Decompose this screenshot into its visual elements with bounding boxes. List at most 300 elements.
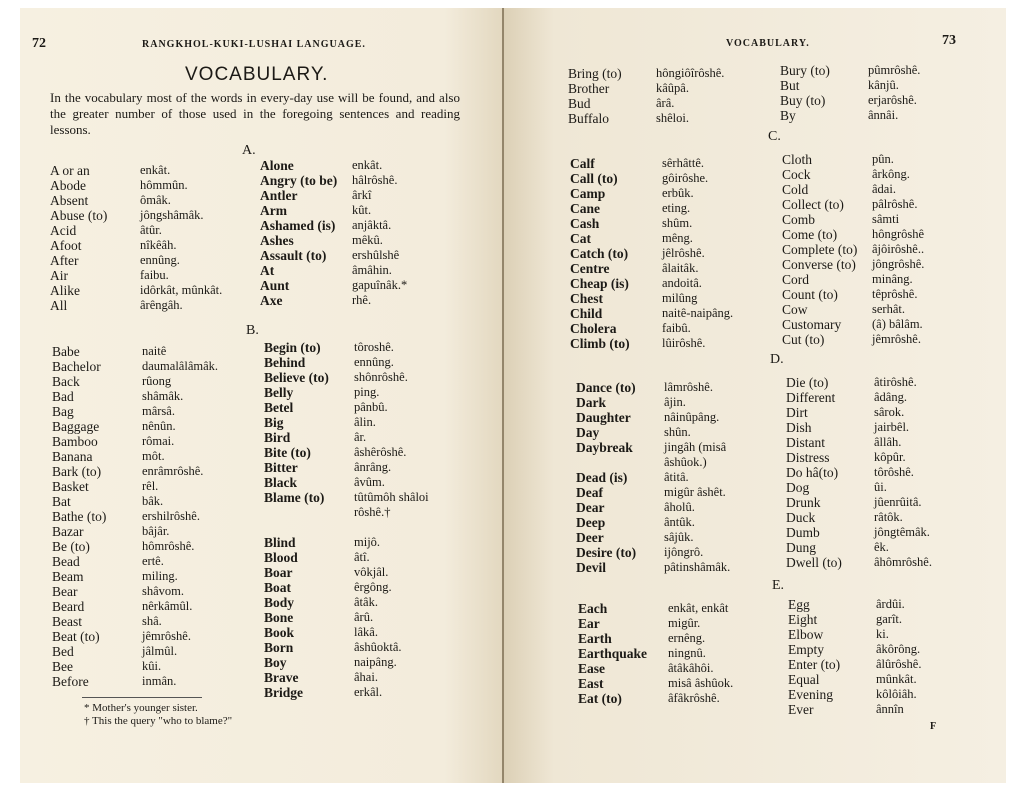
translation: âdai. xyxy=(872,182,896,196)
english-word: Cane xyxy=(570,201,600,216)
translation: êrgông. xyxy=(354,580,392,594)
english-word: Eight xyxy=(788,612,818,627)
vocab-entry xyxy=(570,156,780,171)
vocab-entry xyxy=(786,555,1002,570)
translation: âhômrôshê. xyxy=(874,555,932,569)
english-word: Centre xyxy=(570,261,610,276)
vocab-entry xyxy=(52,674,262,689)
english-word: Boat xyxy=(264,580,291,595)
vocab-entry xyxy=(782,242,1000,257)
vocab-entry xyxy=(52,404,262,419)
translation: erkâl. xyxy=(354,685,383,699)
english-word: Child xyxy=(570,306,603,321)
english-word: Alone xyxy=(260,158,294,173)
english-word: Desire (to) xyxy=(576,545,637,560)
english-word: Cholera xyxy=(570,321,617,336)
english-word: Bag xyxy=(52,404,74,419)
footnote: * Mother's younger sister. xyxy=(84,702,198,714)
vocab-entry xyxy=(570,306,780,321)
translation: bâk. xyxy=(142,494,164,508)
english-word: Big xyxy=(264,415,284,430)
vocab-entry xyxy=(52,554,262,569)
translation: ântûk. xyxy=(664,515,695,529)
vocab-entry xyxy=(264,670,500,685)
translation: kôlôiâh. xyxy=(876,687,917,701)
translation: erjarôshê. xyxy=(868,93,917,107)
english-word: Blood xyxy=(264,550,298,565)
translation: âjin. xyxy=(664,395,686,409)
translation: ershilrôshê. xyxy=(142,509,200,523)
english-word: Bury (to) xyxy=(780,63,830,78)
vocab-entry xyxy=(780,108,1000,123)
vocab-entry xyxy=(568,81,778,96)
english-word: Earthquake xyxy=(578,646,648,661)
vocab-entry xyxy=(576,500,786,515)
vocab-entry xyxy=(52,524,262,539)
english-word: Blame (to) xyxy=(264,490,325,505)
translation: faibû. xyxy=(662,321,691,335)
vocab-entry xyxy=(52,419,262,434)
translation: shâmâk. xyxy=(142,389,184,403)
translation: tôrôshê. xyxy=(874,465,914,479)
english-word: Bird xyxy=(264,430,291,445)
english-word: Believe (to) xyxy=(264,370,329,385)
english-word: Each xyxy=(578,601,608,616)
translation: âtûr. xyxy=(140,223,162,237)
translation: pânbû. xyxy=(354,400,388,414)
english-word: Complete (to) xyxy=(782,242,858,257)
vocab-entry xyxy=(260,248,500,263)
translation: ârâ. xyxy=(656,96,675,110)
translation: ârdûi. xyxy=(876,597,905,611)
vocab-entry xyxy=(52,509,262,524)
translation: jôngtêmâk. xyxy=(874,525,930,539)
english-word: Begin (to) xyxy=(264,340,321,355)
english-word: Belly xyxy=(264,385,294,400)
translation: âkôrông. xyxy=(876,642,921,656)
translation: âvûm. xyxy=(354,475,385,489)
vocab-entry xyxy=(576,410,786,425)
english-word: Cloth xyxy=(782,152,813,167)
translation: ômâk. xyxy=(140,193,171,207)
vocab-entry xyxy=(50,178,260,193)
english-word: Elbow xyxy=(788,627,824,642)
translation: sâjûk. xyxy=(664,530,694,544)
translation: rêl. xyxy=(142,479,159,493)
english-word: Cut (to) xyxy=(782,332,825,347)
vocab-entry xyxy=(52,629,262,644)
english-word: Devil xyxy=(576,560,606,575)
vocab-entry xyxy=(50,208,260,223)
translation: êk. xyxy=(874,540,889,554)
vocab-entry xyxy=(264,490,500,505)
english-word: Dwell (to) xyxy=(786,555,842,570)
english-word: Dance (to) xyxy=(576,380,636,395)
english-word: Bazar xyxy=(52,524,84,539)
vocab-entry xyxy=(782,302,1000,317)
english-word: Day xyxy=(576,425,600,440)
vocab-entry xyxy=(780,63,1000,78)
translation: ki. xyxy=(876,627,889,641)
translation: jôngshâmâk. xyxy=(140,208,204,222)
vocab-entry xyxy=(578,601,788,616)
translation: anjâktâ. xyxy=(352,218,392,232)
vocab-entry xyxy=(576,455,786,470)
english-word: Call (to) xyxy=(570,171,618,186)
english-word: Air xyxy=(50,268,68,283)
translation: milûng xyxy=(662,291,698,305)
english-word: Bridge xyxy=(264,685,303,700)
translation: jêmrôshê. xyxy=(142,629,191,643)
english-word: Behind xyxy=(264,355,306,370)
translation: âlaitâk. xyxy=(662,261,699,275)
vocab-entry xyxy=(52,449,262,464)
translation: râtôk. xyxy=(874,510,903,524)
translation: jingâh (misâ xyxy=(664,440,727,454)
translation: kûi. xyxy=(142,659,162,673)
english-word: Dirt xyxy=(786,405,808,420)
translation: ernêng. xyxy=(668,631,706,645)
english-word: But xyxy=(780,78,800,93)
left-page xyxy=(20,8,502,783)
english-word: Different xyxy=(786,390,836,405)
right-page xyxy=(504,8,1006,783)
english-word: By xyxy=(780,108,796,123)
translation: enrâmrôshê. xyxy=(142,464,204,478)
vocab-entry xyxy=(576,395,786,410)
english-word: Empty xyxy=(788,642,824,657)
translation: sêrhâttê. xyxy=(662,156,704,170)
vocab-entry xyxy=(570,186,780,201)
vocab-entry xyxy=(264,625,500,640)
vocab-entry xyxy=(52,359,262,374)
english-word: Camp xyxy=(570,186,606,201)
translation: nênûn. xyxy=(142,419,176,433)
vocab-entry xyxy=(264,550,500,565)
vocab-entry xyxy=(52,584,262,599)
translation: ânnîn xyxy=(876,702,904,716)
vocab-entry xyxy=(52,389,262,404)
vocab-entry xyxy=(786,375,1002,390)
english-word: Back xyxy=(52,374,80,389)
english-word: Book xyxy=(264,625,295,640)
vocab-entry xyxy=(260,293,500,308)
translation: shâvom. xyxy=(142,584,185,598)
english-word: Bark (to) xyxy=(52,464,102,479)
english-word: Body xyxy=(264,595,295,610)
vocab-entry xyxy=(52,344,262,359)
vocab-column xyxy=(570,156,780,351)
translation: pâtinshâmâk. xyxy=(664,560,731,574)
vocab-entry xyxy=(788,642,1002,657)
english-word: Dead (is) xyxy=(576,470,628,485)
english-word: Boy xyxy=(264,655,287,670)
vocab-entry xyxy=(786,420,1002,435)
vocab-column xyxy=(50,163,260,313)
vocab-entry xyxy=(576,440,786,455)
english-word: Angry (to be) xyxy=(260,173,338,188)
vocab-entry xyxy=(570,291,780,306)
translation: ershûlshê xyxy=(352,248,400,262)
translation: lâkâ. xyxy=(354,625,378,639)
vocab-entry xyxy=(260,203,500,218)
translation: kânjû. xyxy=(868,78,899,92)
english-word: Dog xyxy=(786,480,810,495)
vocab-entry xyxy=(264,655,500,670)
translation: daumalâlâmâk. xyxy=(142,359,219,373)
vocab-entry xyxy=(264,640,500,655)
english-word: Count (to) xyxy=(782,287,838,302)
vocab-entry xyxy=(576,485,786,500)
vocab-entry xyxy=(786,390,1002,405)
english-word: Afoot xyxy=(50,238,82,253)
english-word: Do hâ(to) xyxy=(786,465,839,480)
translation: ningnû. xyxy=(668,646,706,660)
translation: jâlmûl. xyxy=(142,644,178,658)
english-word: Babe xyxy=(52,344,80,359)
translation: pûn. xyxy=(872,152,894,166)
vocab-entry xyxy=(788,672,1002,687)
english-word: Bamboo xyxy=(52,434,98,449)
vocab-entry xyxy=(264,460,500,475)
translation: âfâkrôshê. xyxy=(668,691,720,705)
footnote: † This the query "who to blame?" xyxy=(84,715,233,727)
vocab-entry xyxy=(576,380,786,395)
translation: serhât. xyxy=(872,302,905,316)
english-word: Calf xyxy=(570,156,595,171)
english-word: Beast xyxy=(52,614,82,629)
vocab-entry xyxy=(782,287,1000,302)
vocab-entry xyxy=(50,253,260,268)
translation: jûenrûitâ. xyxy=(874,495,922,509)
section-letter-e: E. xyxy=(772,578,785,593)
translation: âlin. xyxy=(354,415,376,429)
translation: sârok. xyxy=(874,405,905,419)
english-word: Dear xyxy=(576,500,605,515)
vocab-entry xyxy=(264,580,500,595)
english-word: Chest xyxy=(570,291,603,306)
vocab-entry xyxy=(576,545,786,560)
vocab-column xyxy=(788,597,1002,717)
translation: âholû. xyxy=(664,500,695,514)
vocab-entry xyxy=(568,66,778,81)
page-title: VOCABULARY. xyxy=(185,64,329,85)
english-word: Ease xyxy=(578,661,605,676)
english-word: Egg xyxy=(788,597,810,612)
english-word: Ashamed (is) xyxy=(260,218,336,233)
vocab-entry xyxy=(50,268,260,283)
vocab-entry xyxy=(786,495,1002,510)
vocab-entry xyxy=(260,233,500,248)
translation: âshûoktâ. xyxy=(354,640,402,654)
english-word: Customary xyxy=(782,317,842,332)
vocab-entry xyxy=(786,435,1002,450)
english-word: Antler xyxy=(260,188,298,203)
english-word: Acid xyxy=(50,223,77,238)
vocab-entry xyxy=(578,691,788,706)
vocab-entry xyxy=(570,216,780,231)
vocab-entry xyxy=(780,93,1000,108)
english-word: Bear xyxy=(52,584,78,599)
vocab-entry xyxy=(52,569,262,584)
translation: erbûk. xyxy=(662,186,694,200)
vocab-entry xyxy=(52,539,262,554)
translation: âtâkâhôi. xyxy=(668,661,714,675)
english-word: Equal xyxy=(788,672,820,687)
vocab-entry xyxy=(786,540,1002,555)
english-word: Cash xyxy=(570,216,600,231)
translation: ennûng. xyxy=(140,253,180,267)
translation: mêng. xyxy=(662,231,693,245)
page-number: 73 xyxy=(942,33,956,48)
translation: jêmrôshê. xyxy=(872,332,921,346)
english-word: Ever xyxy=(788,702,814,717)
translation: âmâhin. xyxy=(352,263,392,277)
english-word: Banana xyxy=(52,449,93,464)
english-word: Arm xyxy=(260,203,287,218)
translation: têprôshê. xyxy=(872,287,918,301)
section-letter-d: D. xyxy=(770,352,784,367)
english-word: Deer xyxy=(576,530,604,545)
translation: shêloi. xyxy=(656,111,689,125)
translation: âr. xyxy=(354,430,367,444)
translation: tôroshê. xyxy=(354,340,394,354)
translation: ânrâng. xyxy=(354,460,392,474)
vocab-column xyxy=(782,152,1000,347)
translation: hômrôshê. xyxy=(142,539,195,553)
english-word: Abuse (to) xyxy=(50,208,108,223)
english-word: Deep xyxy=(576,515,606,530)
translation: mijô. xyxy=(354,535,381,549)
english-word: Blind xyxy=(264,535,296,550)
translation: âtî. xyxy=(354,550,370,564)
english-word: Axe xyxy=(260,293,283,308)
translation: âtitâ. xyxy=(664,470,689,484)
english-word: Baggage xyxy=(52,419,100,434)
vocab-entry xyxy=(578,646,788,661)
vocab-entry xyxy=(264,340,500,355)
section-letter-c: C. xyxy=(768,129,781,144)
translation: kût. xyxy=(352,203,372,217)
vocab-entry xyxy=(788,657,1002,672)
vocab-entry xyxy=(52,464,262,479)
translation: shônrôshê. xyxy=(354,370,408,384)
translation: hâlrôshê. xyxy=(352,173,398,187)
vocab-entry xyxy=(50,193,260,208)
english-word: Assault (to) xyxy=(260,248,327,263)
translation: inmân. xyxy=(142,674,177,688)
translation: lâmrôshê. xyxy=(664,380,713,394)
footnote-rule xyxy=(82,697,202,698)
vocab-entry xyxy=(568,111,778,126)
english-word: Beard xyxy=(52,599,85,614)
page-number: 72 xyxy=(32,36,46,51)
english-word: Dish xyxy=(786,420,812,435)
vocab-entry xyxy=(260,188,500,203)
english-word: Abode xyxy=(50,178,86,193)
translation: idôrkât, mûnkât. xyxy=(140,283,223,297)
translation: jairbêl. xyxy=(874,420,910,434)
vocab-entry xyxy=(52,434,262,449)
vocab-entry xyxy=(786,450,1002,465)
translation: ârû. xyxy=(354,610,374,624)
vocab-column xyxy=(578,601,788,706)
vocab-entry xyxy=(782,272,1000,287)
english-word: Cheap (is) xyxy=(570,276,629,291)
english-word: After xyxy=(50,253,79,268)
translation: mêkû. xyxy=(352,233,383,247)
vocab-entry xyxy=(570,276,780,291)
vocab-entry xyxy=(264,400,500,415)
vocab-entry xyxy=(578,616,788,631)
translation: hôngiôîrôshê. xyxy=(656,66,725,80)
english-word: Distress xyxy=(786,450,830,465)
english-word: Bad xyxy=(52,389,74,404)
vocab-entry xyxy=(264,520,500,535)
translation: andoitâ. xyxy=(662,276,702,290)
vocab-entry xyxy=(576,470,786,485)
english-word: Buffalo xyxy=(568,111,609,126)
english-word: Comb xyxy=(782,212,816,227)
vocab-entry xyxy=(260,278,500,293)
vocab-entry xyxy=(52,659,262,674)
vocab-column xyxy=(52,344,262,689)
english-word: Cock xyxy=(782,167,811,182)
translation: mârsâ. xyxy=(142,404,175,418)
translation: miling. xyxy=(142,569,178,583)
english-word: Brave xyxy=(264,670,299,685)
vocab-entry xyxy=(782,212,1000,227)
section-letter-b: B. xyxy=(246,323,259,338)
vocab-entry xyxy=(788,597,1002,612)
vocab-entry xyxy=(782,182,1000,197)
vocab-entry xyxy=(260,218,500,233)
vocab-entry xyxy=(52,644,262,659)
translation: ping. xyxy=(354,385,380,399)
english-word: Daybreak xyxy=(576,440,633,455)
translation: môt. xyxy=(142,449,165,463)
vocab-entry xyxy=(786,405,1002,420)
translation: jôngrôshê. xyxy=(872,257,925,271)
vocab-entry xyxy=(264,385,500,400)
translation: garît. xyxy=(876,612,903,626)
english-word: Before xyxy=(52,674,89,689)
vocab-entry xyxy=(788,702,1002,717)
vocab-entry xyxy=(264,370,500,385)
english-word: Betel xyxy=(264,400,294,415)
english-word: Catch (to) xyxy=(570,246,629,261)
english-word: Bathe (to) xyxy=(52,509,107,524)
vocab-entry xyxy=(576,515,786,530)
english-word: Bead xyxy=(52,554,80,569)
vocab-entry xyxy=(264,610,500,625)
english-word: Cow xyxy=(782,302,808,317)
vocab-entry xyxy=(570,201,780,216)
section-letter-a: A. xyxy=(242,143,256,158)
english-word: Buy (to) xyxy=(780,93,826,108)
vocab-entry xyxy=(576,425,786,440)
english-word: Dark xyxy=(576,395,606,410)
vocab-entry xyxy=(264,475,500,490)
translation: ijôngrô. xyxy=(664,545,704,559)
vocab-entry xyxy=(264,505,500,520)
english-word: Die (to) xyxy=(786,375,829,390)
english-word: At xyxy=(260,263,275,278)
translation: vôkjâl. xyxy=(354,565,389,579)
vocab-column xyxy=(780,63,1000,123)
english-word: Drunk xyxy=(786,495,821,510)
translation: âdâng. xyxy=(874,390,907,404)
